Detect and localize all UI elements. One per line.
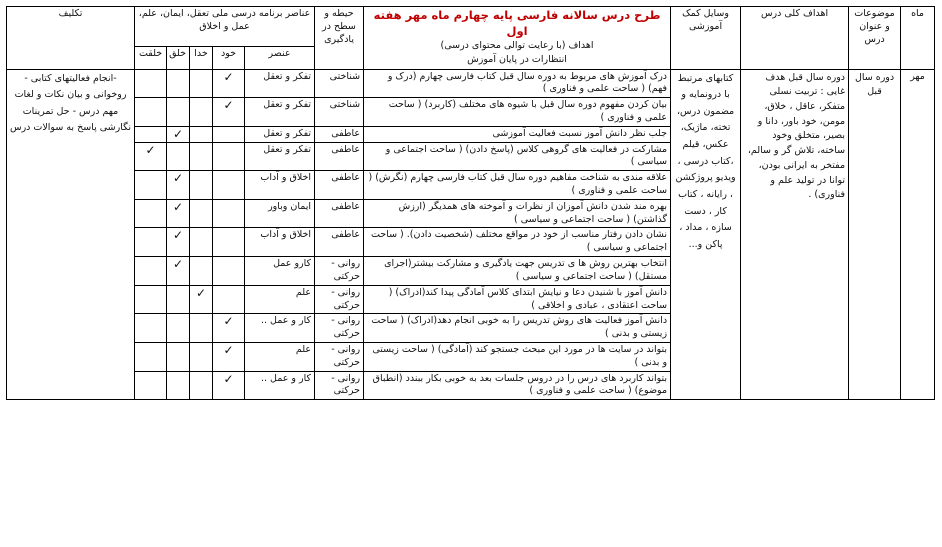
check-nature: [135, 126, 167, 142]
objective-cell: بتواند کاربرد های درس را در دروس جلسات بعد به خوبی بکار ببندد (انطباق موضوع) ( ساحت علمی و فناوری ): [364, 371, 671, 400]
objective-cell: علاقه مندی به شناخت مفاهیم دوره سال قبل کتاب فارسی چهارم (نگرش) ( ساحت علمی و فناوری ): [364, 171, 671, 200]
check-creation: [167, 285, 190, 314]
objective-cell: مشارکت در فعالیت های گروهی کلاس (پاسخ دادن) ( ساحت اجتماعی و سیاسی ): [364, 142, 671, 171]
domain-cell: عاطفی: [315, 199, 364, 228]
check-nature: [135, 228, 167, 257]
check-nature: [135, 342, 167, 371]
check-self: [213, 228, 245, 257]
header-tools: وسایل کمک آموزشی: [671, 7, 741, 70]
header-homework: تکلیف: [7, 7, 135, 70]
header-plan: [364, 7, 671, 70]
expectations-subtitle: انتظارات در پایان آموزش: [467, 54, 567, 66]
objective-cell: بیان کردن مفهوم دوره سال قبل با شیوه های مختلف (کاربرد) ( ساحت علمی و فناوری ): [364, 98, 671, 127]
check-creation: [167, 371, 190, 400]
check-nature: [135, 98, 167, 127]
header-domain-level: حیطه و سطح در یادگیری: [315, 7, 364, 70]
domain-cell: روانی - حرکتی: [315, 285, 364, 314]
check-creation: ✓: [167, 228, 190, 257]
objective-cell: نشان دادن رفتار مناسب از خود در مواقع مختلف (شخصیت دادن). ( ساحت اجتماعی و سیاسی ): [364, 228, 671, 257]
header-general-goals: اهداف کلی درس: [741, 7, 849, 70]
header-program-elements: عناصر برنامه درسی ملی تعقل، ایمان، علم، عمل و اخلاق: [135, 7, 315, 47]
check-god: [190, 371, 213, 400]
objective-cell: انتخاب بهترین روش ها ی تدریس جهت یادگیری و مشارکت بیشتر(اجرای مستقل) ( ساحت اجتماعی و سیاسی ): [364, 257, 671, 286]
check-creation: [167, 142, 190, 171]
domain-cell: روانی - حرکتی: [315, 371, 364, 400]
check-god: ✓: [190, 285, 213, 314]
objective-cell: بهره مند شدن دانش آموزان از نظرات و آموخته های همدیگر (ارزش گذاشتن) ( ساحت اجتماعی و سیاسی ): [364, 199, 671, 228]
subheader-nature: خلقت: [135, 47, 167, 69]
check-creation: [167, 69, 190, 98]
check-self: ✓: [213, 98, 245, 127]
check-creation: [167, 98, 190, 127]
check-god: [190, 171, 213, 200]
domain-cell: شناختی: [315, 69, 364, 98]
objective-cell: بتواند در سایت ها در مورد این مبحث جستجو کند (آمادگی) ( ساحت زیستی و بدنی ): [364, 342, 671, 371]
element-cell: کار و عمل ..: [245, 314, 315, 343]
domain-cell: روانی - حرکتی: [315, 257, 364, 286]
check-self: [213, 126, 245, 142]
element-cell: علم: [245, 285, 315, 314]
domain-cell: روانی - حرکتی: [315, 342, 364, 371]
domain-cell: عاطفی: [315, 171, 364, 200]
check-god: [190, 342, 213, 371]
plan-rows: [7, 69, 935, 400]
subheader-creation: خلق: [167, 47, 190, 69]
check-self: [213, 285, 245, 314]
goals-subtitle: اهداف (با رعایت توالی محتوای درسی): [440, 40, 594, 52]
check-self: ✓: [213, 314, 245, 343]
check-creation: ✓: [167, 257, 190, 286]
tools-cell: کتابهای مرتبط با درونمایه و مضمون درس، تخته، ماژیک، عکس، قیلم ،کتاب درسی ، ویدیو پروژکشن ، رایانه ، کتاب کار ، دست سازه ، مداد ، پاکن و...: [671, 69, 741, 400]
check-self: [213, 257, 245, 286]
check-nature: [135, 257, 167, 286]
element-cell: اخلاق و آداب: [245, 228, 315, 257]
check-god: [190, 314, 213, 343]
table-row: [7, 69, 935, 98]
objective-cell: دانش آموز فعالیت های روش تدریس را به خوبی انجام دهد(ادراک) ( ساحت زیستی و بدنی ): [364, 314, 671, 343]
check-self: ✓: [213, 69, 245, 98]
check-self: [213, 199, 245, 228]
element-cell: تفکر و تعقل: [245, 69, 315, 98]
check-creation: ✓: [167, 171, 190, 200]
check-nature: [135, 314, 167, 343]
domain-cell: عاطفی: [315, 142, 364, 171]
element-cell: کار و عمل ..: [245, 371, 315, 400]
element-cell: علم: [245, 342, 315, 371]
check-creation: [167, 314, 190, 343]
check-nature: [135, 199, 167, 228]
domain-cell: عاطفی: [315, 126, 364, 142]
check-self: [213, 171, 245, 200]
header-month: ماه: [901, 7, 935, 70]
element-cell: ایمان وباور: [245, 199, 315, 228]
check-creation: ✓: [167, 199, 190, 228]
element-cell: اخلاق و آداب: [245, 171, 315, 200]
objective-cell: جلب نظر دانش آموز نسبت فعالیت آموزشی: [364, 126, 671, 142]
subheader-god: خدا: [190, 47, 213, 69]
objective-cell: درک آموزش های مربوط به دوره سال قبل کتاب فارسی چهارم (درک و فهم) ( ساحت علمی و فناوری ): [364, 69, 671, 98]
element-cell: تفکر و تعقل: [245, 98, 315, 127]
domain-cell: روانی - حرکتی: [315, 314, 364, 343]
check-creation: ✓: [167, 126, 190, 142]
general-goal-cell: دوره سال قبل هدف غایی : تربیت نسلی متفکر، عاقل ، خلاق، مومن، خود باور، دانا و بصیر، متخلق وخود ساخته، تلاش گر و سالم، مفتخر به ایرانی بودن، توانا در تولید علم و فناوری) .: [741, 69, 849, 400]
check-god: [190, 69, 213, 98]
check-nature: [135, 371, 167, 400]
check-nature: ✓: [135, 142, 167, 171]
month-cell: مهر: [901, 69, 935, 400]
check-nature: [135, 69, 167, 98]
header-topic: موضوعات و عنوان درس: [849, 7, 901, 70]
topic-cell: دوره سال قبل: [849, 69, 901, 400]
domain-cell: شناختی: [315, 98, 364, 127]
objective-cell: دانش آموز با شنیدن دعا و نیایش ابتدای کلاس آمادگی پیدا کند(ادراک) ( ساحت اعتقادی ، عبادی و اخلاقی ): [364, 285, 671, 314]
plan-title: طرح درس سالانه فارسی پایه چهارم ماه مهر هفته اول: [373, 8, 661, 38]
check-nature: [135, 171, 167, 200]
check-god: [190, 98, 213, 127]
subheader-element: عنصر: [245, 47, 315, 69]
homework-cell: -انجام فعالیتهای کتابی - روخوانی و بیان نکات و لغات مهم درس - حل تمرینات نگارشی پاسخ به سوالات درس: [7, 69, 135, 400]
check-self: ✓: [213, 342, 245, 371]
check-god: [190, 228, 213, 257]
element-cell: تفکر و تعقل: [245, 126, 315, 142]
check-nature: [135, 285, 167, 314]
domain-cell: عاطفی: [315, 228, 364, 257]
subheader-self: خود: [213, 47, 245, 69]
lesson-plan-table: [6, 6, 935, 400]
check-god: [190, 126, 213, 142]
check-self: [213, 142, 245, 171]
check-god: [190, 257, 213, 286]
check-creation: [167, 342, 190, 371]
check-god: [190, 142, 213, 171]
check-god: [190, 199, 213, 228]
check-self: ✓: [213, 371, 245, 400]
element-cell: کارو عمل: [245, 257, 315, 286]
element-cell: تفکر و تعقل: [245, 142, 315, 171]
